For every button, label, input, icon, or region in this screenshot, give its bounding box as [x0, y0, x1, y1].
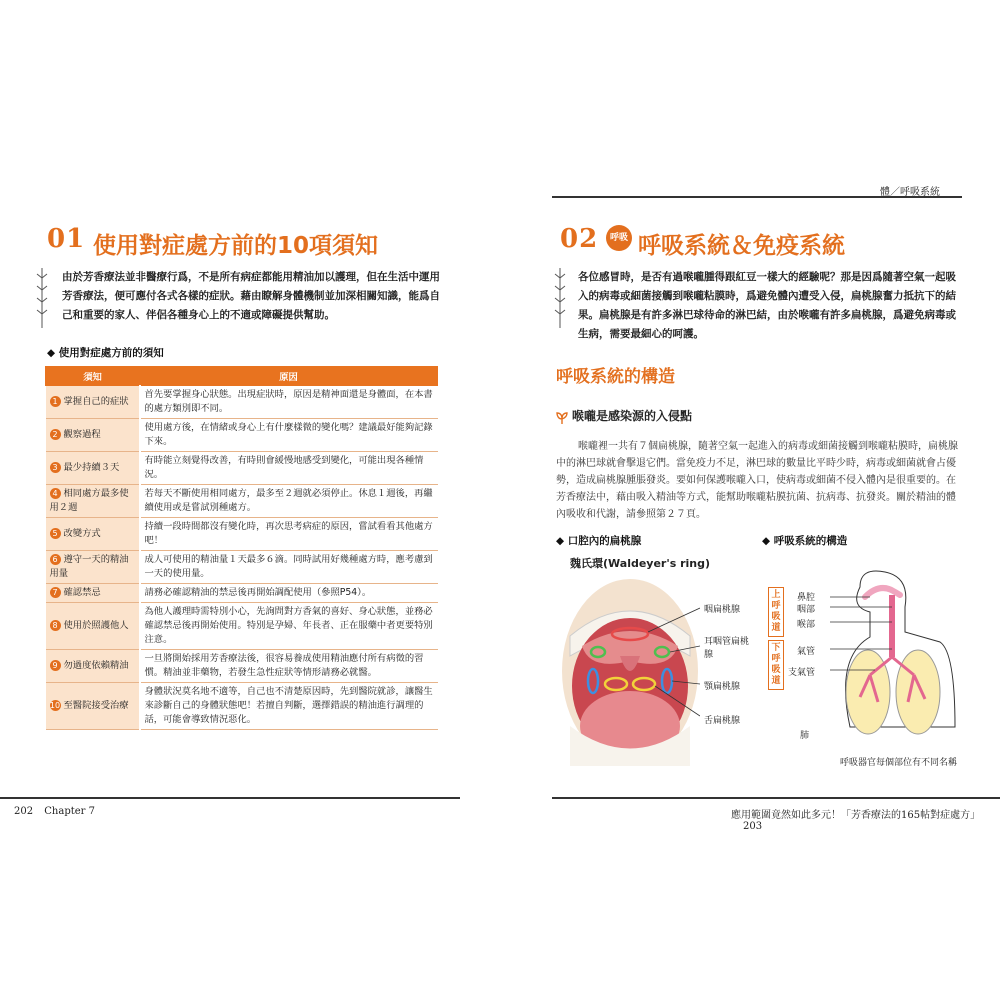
label-pharyngeal-tonsil: 咽扁桃腺 [704, 605, 741, 615]
row-key-cell [46, 683, 140, 730]
row-key-text: 最少持續３天 [63, 462, 120, 473]
left-page-number: 202 [14, 806, 34, 817]
row-key-cell [46, 518, 140, 551]
right-intro-text: 各位感冒時，是否有過喉嚨腫得跟紅豆一樣大的經驗呢？那是因爲隨著空氣一起吸入的病毒或細菌接觸到喉嚨粘膜時，爲避免體內遭受入侵，扁桃腺奮力抵抗下的結果。扁桃腺是有許多淋巴球待命的淋巴結，由於喉嚨有許多扁桃腺，爲避免病毒或生病，需要最細心的呵護。 [578, 271, 956, 340]
right-body-text: 喉嚨裡一共有７個扁桃腺，隨著空氣一起進入的病毒或細菌接觸到喉嚨粘膜時，扁桃腺中的淋巴球就會擊退它們。當免疫力不足，淋巴球的數量比平時少時，病毒或細菌就會占優勢，造成扁桃腺腫脹發炎。要如何保護喉嚨入口，使病毒或細菌不侵入體內是很重要的。在芳香療法中，藉由吸入精油等方式，能幫助喉嚨粘膜抗菌、抗病毒、抗發炎。關於精油的體內吸收和代謝，請參照第２７頁。 [556, 441, 958, 520]
row-key-text: 相同處方最多使用２週 [49, 488, 129, 513]
label-pharynx: 咽部 [797, 605, 816, 615]
table-row [46, 452, 438, 485]
row-key-text: 遵守一天的精油用量 [49, 554, 129, 579]
label-nasal-cavity: 鼻腔 [797, 593, 816, 603]
row-key-cell [46, 485, 140, 518]
label-bronchus: 支氣管 [788, 668, 816, 678]
row-key-cell [46, 386, 140, 419]
row-value-cell: 使用處方後，在情緒或身心上有什麼樣微的變化嗎？建議最好能夠記錄下來。 [140, 419, 438, 452]
left-intro-text: 由於芳香療法並非醫療行爲，不是所有病症都能用精油加以護理，但在生活中運用芳香療法，便可應付各式各樣的症狀。藉由瞭解身體機制並加深相關知識，能爲自己和重要的家人、伴侶各種身心上的不適或障礙提供幫助。 [62, 271, 440, 321]
table-row [46, 485, 438, 518]
sprout-icon [556, 409, 568, 421]
upper-respiratory-tag: 上呼吸道 [768, 587, 784, 637]
row-key-cell [46, 551, 140, 584]
row-value-cell: 為他人護理時需特別小心，先詢問對方香氣的喜好、身心狀態，並務必確認禁忌後再開始使用。特別是孕婦、年長者、正在服藥中者更要特別注意。 [140, 603, 438, 650]
row-number-badge: 3 [50, 462, 61, 473]
row-key-text: 掌握自己的症狀 [63, 396, 129, 407]
label-tubal-tonsil: 耳咽管扁桃腺 [704, 637, 750, 660]
fig1-subtitle: 魏氏環(Waldeyer's ring) [570, 557, 711, 570]
row-key-cell [46, 603, 140, 650]
table-row [46, 603, 438, 650]
row-key-cell [46, 650, 140, 683]
row-number-badge: 5 [50, 528, 61, 539]
row-key-text: 確認禁忌 [63, 587, 101, 598]
row-number-badge: 9 [50, 660, 61, 671]
row-number-badge: 7 [50, 587, 61, 598]
right-section-title: 呼吸系統＆免疫系統 [638, 233, 845, 259]
table-row [46, 584, 438, 603]
right-section-number: 02 [560, 224, 599, 254]
lower-respiratory-tag: 下呼吸道 [768, 640, 784, 690]
row-key-cell [46, 419, 140, 452]
table-row [46, 518, 438, 551]
right-page-number: 203 [743, 821, 763, 832]
row-number-badge: 1 [50, 396, 61, 407]
col-header-reason: 原因 [140, 367, 438, 386]
row-value-cell: 請務必確認精油的禁忌後再開始調配使用（參照P54）。 [140, 584, 438, 603]
col-header-note: 須知 [46, 367, 140, 386]
row-key-text: 至醫院接受治療 [63, 700, 129, 711]
row-number-badge: 4 [50, 488, 61, 499]
row-key-text: 觀察過程 [63, 429, 101, 440]
label-palatine-tonsil: 顎扁桃腺 [704, 682, 741, 692]
row-number-badge: 6 [50, 554, 61, 565]
label-lung: 肺 [800, 731, 810, 741]
structure-heading: 呼吸系統的構造 [556, 367, 675, 387]
left-section-number: 01 [47, 224, 86, 254]
fig2-caption: 呼吸器官每個部位有不同名稱 [840, 758, 958, 768]
fig2-heading: ◆ 呼吸系統的構造 [762, 535, 848, 547]
row-number-badge: 2 [50, 429, 61, 440]
sub-heading: 喉嚨是感染源的入侵點 [572, 409, 693, 423]
fig1-heading: ◆ 口腔內的扁桃腺 [556, 535, 642, 547]
row-value-cell: 持續一段時間都沒有變化時，再次思考病症的原因，嘗試看看其他處方吧！ [140, 518, 438, 551]
left-footer-rule [0, 797, 460, 799]
left-footer [14, 806, 95, 817]
table-row [46, 551, 438, 584]
leaf-ornament-icon [35, 268, 49, 328]
row-number-badge: 10 [49, 701, 61, 710]
row-value-cell: 若每天不斷使用相同處方，最多至２週就必須停止。休息１週後，再繼續使用或是嘗試別種處方。 [140, 485, 438, 518]
row-key-cell [46, 584, 140, 603]
label-lingual-tonsil: 舌扁桃腺 [704, 716, 741, 726]
precautions-table [45, 366, 438, 730]
label-larynx: 喉部 [797, 620, 816, 630]
row-key-cell [46, 452, 140, 485]
row-key-text: 使用於照護他人 [63, 620, 129, 631]
table-row [46, 650, 438, 683]
row-value-cell: 一旦將開始採用芳香療法後，很容易養成使用精油應付所有病徵的習慣。精油並非藥物，若發生急性症狀等情形請務必就醫。 [140, 650, 438, 683]
mouth-illustration [560, 576, 700, 766]
row-value-cell: 成人可使用的精油量１天最多６滴。同時試用好幾種處方時，應考慮到一天的使用量。 [140, 551, 438, 584]
badge-icon: 呼吸 [606, 225, 632, 251]
right-header-label: 體／呼吸系統 [880, 187, 940, 198]
row-value-cell: 有時能立刻覺得改善，有時則會緩慢地感受到變化，可能出現各種情況。 [140, 452, 438, 485]
table-row [46, 419, 438, 452]
row-value-cell: 身體狀況莫名地不適等，自己也不清楚原因時，先到醫院就診，讓醫生來診斷自己的身體狀態吧！若擅自判斷，選擇錯誤的精油進行調理的話，可能會導致情況惡化。 [140, 683, 438, 730]
row-key-text: 改變方式 [63, 528, 101, 539]
right-footer-rule [552, 797, 1000, 799]
respiratory-illustration [830, 567, 960, 747]
right-footer-title: 應用範圍竟然如此多元！「芳香療法的165帖對症處方」 [731, 810, 981, 821]
table-row [46, 386, 438, 419]
leaf-ornament-icon [553, 268, 567, 328]
label-trachea: 氣管 [797, 647, 816, 657]
row-value-cell: 首先要掌握身心狀態。出現症狀時，原因是精神面還是身體面，在本書的處方類別即不同。 [140, 386, 438, 419]
table-heading: ◆ 使用對症處方前的須知 [47, 347, 164, 359]
left-chapter-label: Chapter 7 [44, 806, 95, 817]
right-footer [731, 806, 1000, 832]
left-section-title: 使用對症處方前的10項須知 [93, 233, 379, 259]
row-key-text: 勿過度依賴精油 [63, 660, 129, 671]
row-number-badge: 8 [50, 620, 61, 631]
table-row [46, 683, 438, 730]
